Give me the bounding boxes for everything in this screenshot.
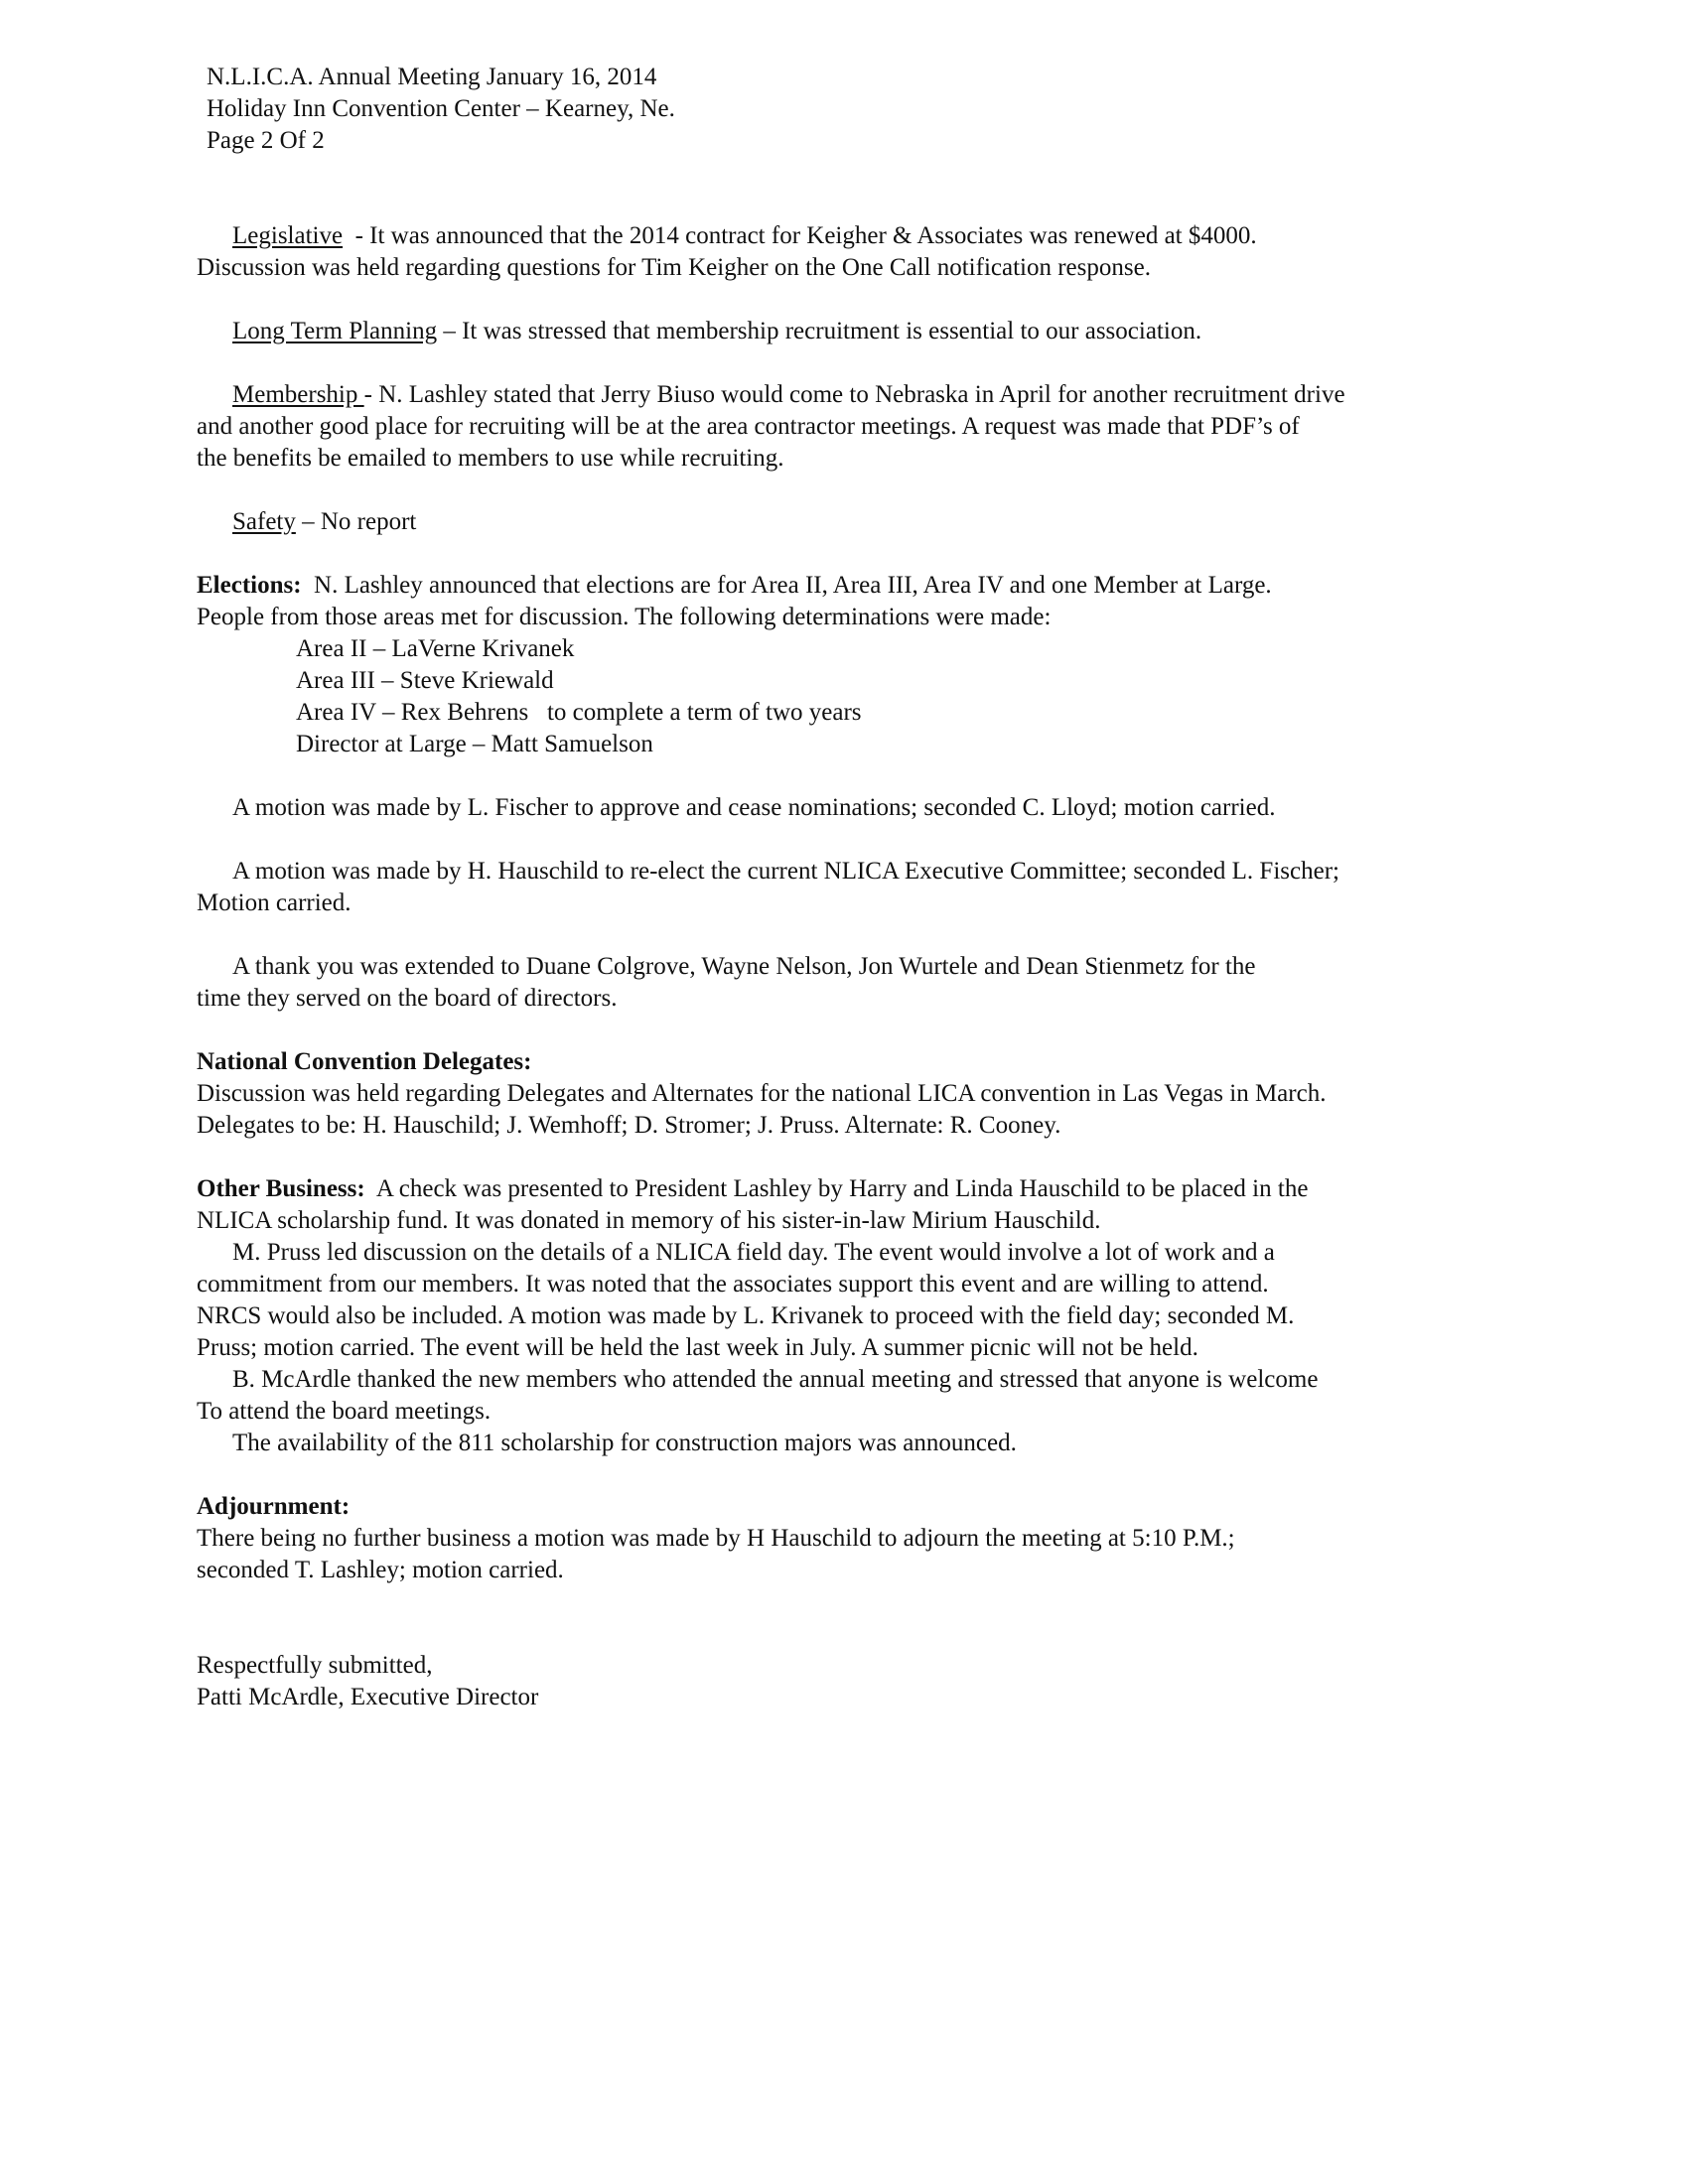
membership-heading: Membership: [232, 381, 364, 408]
legislative-text: - It was announced that the 2014 contract for Keigher & Associates was renewed at $4000.: [343, 222, 1257, 249]
section-other-business: [197, 1173, 1497, 1459]
national-heading: National Convention Delegates:: [197, 1048, 532, 1075]
election-result: Area III – Steve Kriewald: [296, 667, 554, 694]
other-business-text: A check was presented to President Lashley by Harry and Linda Hauschild to be placed in the: [364, 1175, 1309, 1202]
thank-you-paragraph: [197, 951, 1497, 1015]
header-page-number: Page 2 Of 2: [207, 127, 325, 154]
section-legislative: [197, 220, 1497, 284]
section-membership: [197, 379, 1497, 475]
motion-text: A motion was made by L. Fischer to approve and cease nominations; seconded C. Lloyd; motion carried.: [232, 794, 1276, 821]
safety-text: – No report: [295, 508, 417, 535]
membership-text-2: and another good place for recruiting will be at the area contractor meetings. A request was made that PDF’s of: [197, 413, 1300, 440]
election-result: Area IV – Rex Behrens to complete a term of two years: [296, 699, 862, 726]
election-result: Area II – LaVerne Krivanek: [296, 635, 575, 662]
other-business-text-5: NRCS would also be included. A motion was made by L. Krivanek to proceed with the field day; seconded M.: [197, 1302, 1295, 1329]
section-adjournment: [197, 1491, 1497, 1586]
elections-text: N. Lashley announced that elections are for Area II, Area III, Area IV and one Member at Large.: [301, 572, 1272, 599]
header-location: Holiday Inn Convention Center – Kearney, Ne.: [207, 95, 675, 122]
motion-cease-nominations: [197, 792, 1497, 824]
thanks-text: A thank you was extended to Duane Colgrove, Wayne Nelson, Jon Wurtele and Dean Stienmetz for the: [232, 953, 1256, 980]
adjournment-text-2: seconded T. Lashley; motion carried.: [197, 1557, 564, 1583]
signoff: [197, 1650, 1497, 1713]
safety-heading: Safety: [232, 508, 296, 535]
membership-text-3: the benefits be emailed to members to use while recruiting.: [197, 445, 784, 472]
motion-reelect-committee: [197, 856, 1497, 919]
long-term-heading: Long Term Planning: [232, 318, 438, 344]
national-text-2: Delegates to be: H. Hauschild; J. Wemhoff; D. Stromer; J. Pruss. Alternate: R. Cooney.: [197, 1112, 1061, 1139]
legislative-text-2: Discussion was held regarding questions for Tim Keigher on the One Call notification response.: [197, 254, 1151, 281]
document-header: [207, 62, 675, 157]
signoff-name: Patti McArdle, Executive Director: [197, 1684, 539, 1710]
adjournment-heading: Adjournment:: [197, 1493, 351, 1520]
other-business-heading: Other Business:: [197, 1175, 365, 1202]
election-result: Director at Large – Matt Samuelson: [296, 731, 653, 757]
elections-heading: Elections:: [197, 572, 302, 599]
other-business-text-8: To attend the board meetings.: [197, 1398, 492, 1425]
other-business-text-2: NLICA scholarship fund. It was donated in memory of his sister-in-law Mirium Hauschild.: [197, 1207, 1101, 1234]
document-body: [197, 220, 1497, 1745]
elections-text-2: People from those areas met for discussion. The following determinations were made:: [197, 604, 1052, 630]
other-business-text-6: Pruss; motion carried. The event will be held the last week in July. A summer picnic will not be held.: [197, 1334, 1198, 1361]
section-elections: [197, 570, 1497, 760]
other-business-text-3: M. Pruss led discussion on the details of a NLICA field day. The event would involve a lot of work and a: [232, 1239, 1275, 1266]
header-meeting-title: N.L.I.C.A. Annual Meeting January 16, 2014: [207, 64, 657, 90]
section-safety: [197, 506, 1497, 538]
section-national-delegates: [197, 1046, 1497, 1142]
national-text: Discussion was held regarding Delegates and Alternates for the national LICA convention in Las Vegas in March.: [197, 1080, 1327, 1107]
long-term-text: – It was stressed that membership recruitment is essential to our association.: [437, 318, 1202, 344]
signoff-closing: Respectfully submitted,: [197, 1652, 433, 1679]
motion-text-2: Motion carried.: [197, 889, 352, 916]
other-business-text-4: commitment from our members. It was noted that the associates support this event and are willing to attend.: [197, 1271, 1269, 1297]
legislative-heading: Legislative: [232, 222, 344, 249]
other-business-text-9: The availability of the 811 scholarship for construction majors was announced.: [232, 1430, 1017, 1456]
motion-text: A motion was made by H. Hauschild to re-elect the current NLICA Executive Committee; seconded L. Fischer;: [232, 858, 1339, 885]
section-long-term-planning: [197, 316, 1497, 347]
membership-text: - N. Lashley stated that Jerry Biuso would come to Nebraska in April for another recruitment drive: [363, 381, 1345, 408]
adjournment-text: There being no further business a motion was made by H Hauschild to adjourn the meeting at 5:10 P.M.;: [197, 1525, 1235, 1552]
thanks-text-2: time they served on the board of directors.: [197, 985, 618, 1012]
other-business-text-7: B. McArdle thanked the new members who attended the annual meeting and stressed that anyone is welcome: [232, 1366, 1319, 1393]
